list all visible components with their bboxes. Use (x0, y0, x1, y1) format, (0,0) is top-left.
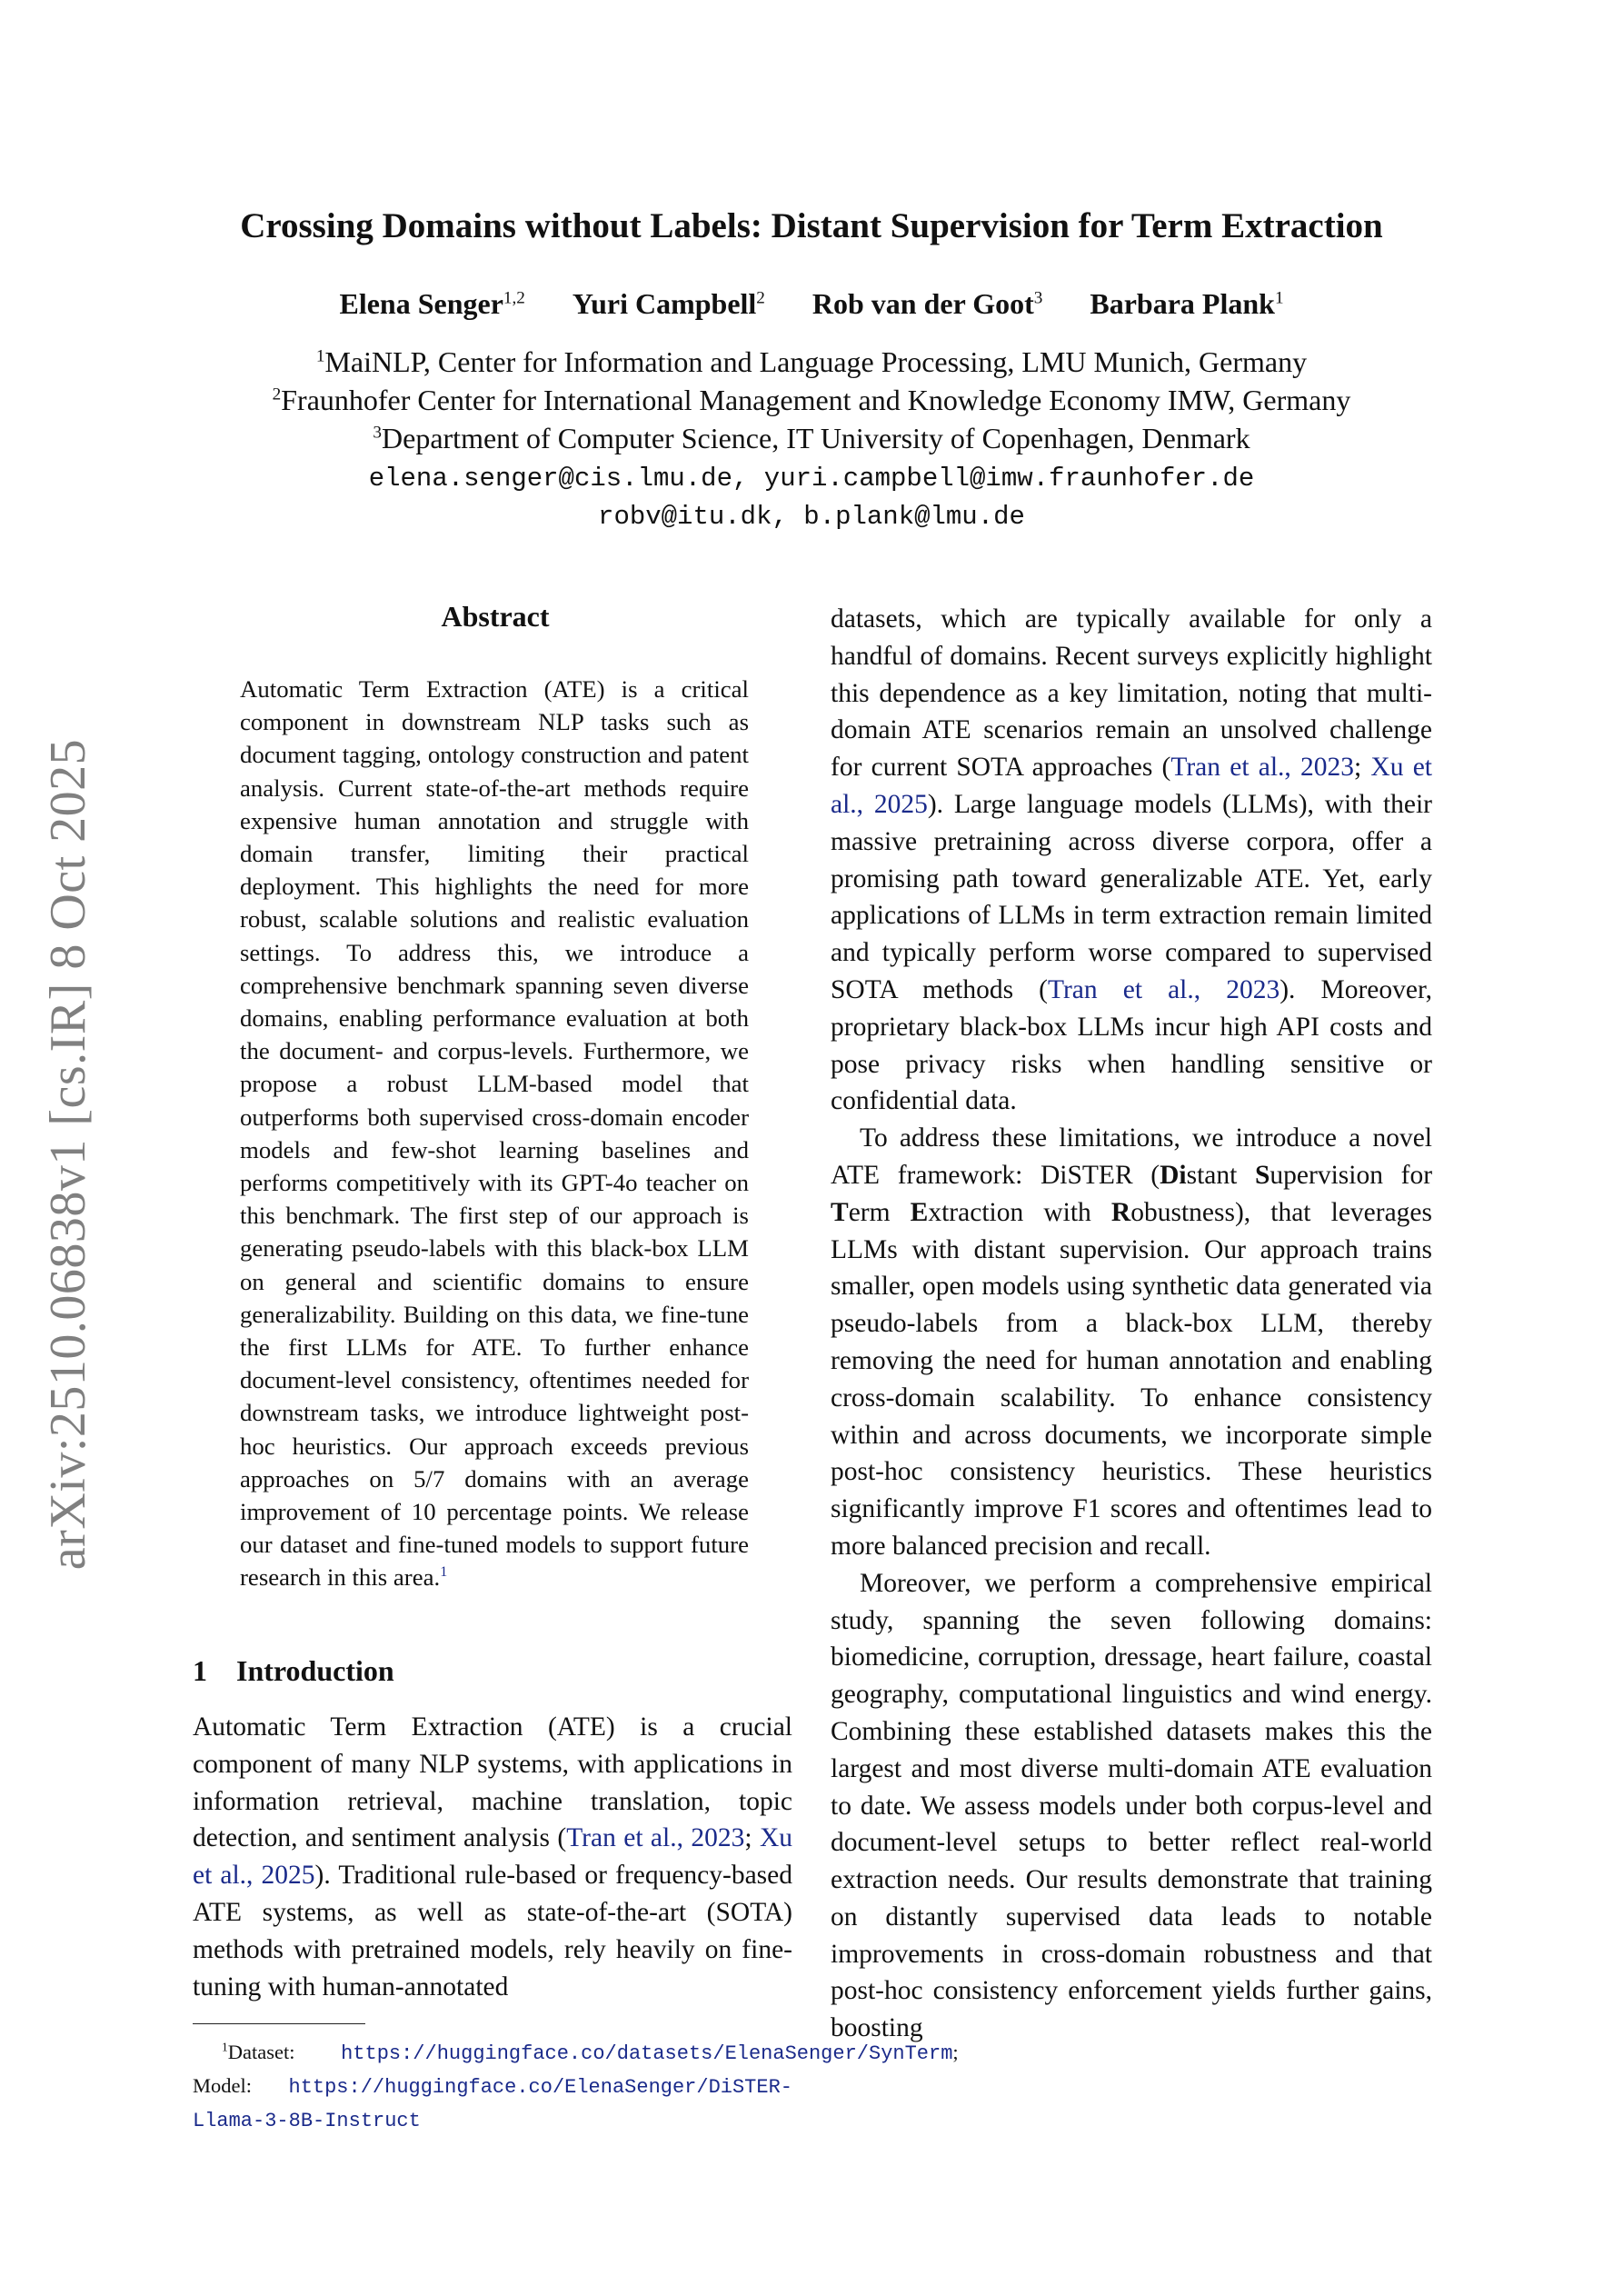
author-list (0, 287, 1623, 321)
author-emails[interactable]: robv@itu.dk, b.plank@lmu.de (598, 502, 1025, 532)
author: Yuri Campbell$^2$ (572, 287, 765, 320)
section-heading: 1 Introduction (193, 1654, 394, 1687)
footnote: $^1$Dataset: https://huggingface.co/datasets/ElenaSenger/SynTerm; Model: https://huggingface.co/ElenaSenger/DiSTER-Llama-3-8B-Instruct (193, 2040, 959, 2132)
arxiv-stamp (27, 691, 109, 1618)
author: Elena Senger$^{1,2}$ (339, 287, 525, 320)
author-emails[interactable]: elena.senger@cis.lmu.de, yuri.campbell@imw.fraunhofer.de (368, 464, 1255, 494)
affiliation: $^3$Department of Computer Science, IT University of Copenhagen, Denmark (373, 422, 1250, 454)
citation-link[interactable]: Tran et al., 2023 (1048, 974, 1280, 1004)
footnote-link[interactable]: 1 (440, 1564, 448, 1581)
paragraph: datasets, which are typically available for only a handful of domains. Recent surveys explicitly highlight this dependence as a key limitation, noting that multi-domain ATE scenarios remain an unsolved challenge for current SOTA approaches (Tran et al., 2023; Xu et al., 2025). Large language models (LLMs), with their massive pretraining across diverse corpora, offer a promising path toward generalizable ATE. Yet, early applications of LLMs in term extraction remain limited and typically perform worse compared to supervised SOTA methods (Tran et al., 2023). Moreover, proprietary black-box LLMs incur high API costs and pose privacy risks when handling sensitive or confidential data. (831, 604, 1433, 1116)
affiliation: $^1$MaiNLP, Center for Information and Language Processing, LMU Munich, Germany (315, 345, 1308, 378)
paper-title: Crossing Domains without Labels: Distant Supervision for Term Extraction (240, 206, 1383, 245)
abstract-heading: Abstract (441, 600, 550, 633)
citation-link[interactable]: Xu et al., 2025 (193, 1823, 792, 1891)
right-column (831, 601, 1432, 2047)
model-link[interactable]: https://huggingface.co/ElenaSenger/DiSTER-Llama-3-8B-Instruct (193, 2076, 792, 2132)
paragraph: To address these limitations, we introduce a novel ATE framework: DiSTER (Distant Supervision for Term Extraction with Robustness), that leverages LLMs with distant supervision. Our approach trains smaller, open models using synthetic data generated via pseudo-labels from a black-box LLM, thereby removing the need for human annotation and enabling cross-domain scalability. To enhance consistency within and across documents, we incorporate simple post-hoc consistency heuristics. These heuristics significantly improve F1 scores and oftentimes lead to more balanced precision and recall. (831, 1123, 1433, 1561)
intro-paragraph: Automatic Term Extraction (ATE) is a crucial component of many NLP systems, with applications in information retrieval, machine translation, topic detection, and sentiment analysis (Tran et al., 2023; Xu et al., 2025). Traditional rule-based or frequency-based ATE systems, as well as state-of-the-art (SOTA) methods with pretrained models, rely heavily on fine-tuning with human-annotated (193, 1712, 792, 2002)
citation-link[interactable]: Xu et al., 2025 (831, 753, 1432, 819)
citation-link[interactable]: Tran et al., 2023 (1170, 753, 1354, 783)
author: Rob van der Goot$^3$ (812, 287, 1043, 320)
paragraph: Moreover, we perform a comprehensive empirical study, spanning the seven following domains: biomedicine, corruption, dressage, heart failure, coastal geography, computational linguistics and wind energy. Combining these established datasets makes this the largest and most diverse multi-domain ATE evaluation to date. We assess models under both corpus-level and document-level setups to better reflect real-world extraction needs. Our results demonstrate that training on distantly supervised data leads to notable improvements in cross-domain robustness and that post-hoc consistency enforcement yields further gains, boosting (831, 1568, 1432, 2043)
abstract-body: Automatic Term Extraction (ATE) is a critical component in downstream NLP tasks such as document tagging, ontology construction and patent analysis. Current state-of-the-art methods require expensive human annotation and struggle with domain transfer, limiting their practical deployment. This highlights the need for more robust, scalable solutions and realistic evaluation settings. To address this, we introduce a comprehensive benchmark spanning seven diverse domains, enabling performance evaluation at both the document- and corpus-levels. Furthermore, we propose a robust LLM-based model that outperforms both supervised cross-domain encoder models and few-shot learning baselines and performs competitively with its GPT-4o teacher on this benchmark. The first step of our approach is generating pseudo-labels with this black-box LLM on general and scientific domains to ensure generalizability. Building on this data, we fine-tune the first LLMs for ATE. To further enhance document-level consistency, oftentimes needed for downstream tasks, we introduce lightweight post-hoc heuristics. Our approach exceeds previous approaches on 5/7 domains with an average improvement of 10 percentage points. We release our dataset and fine-tuned models to support future research in this area.$^1$ (240, 675, 749, 1592)
dataset-link[interactable]: https://huggingface.co/datasets/ElenaSenger/SynTerm (341, 2042, 953, 2065)
footnote-divider (193, 2023, 365, 2024)
affiliation: $^2$Fraunhofer Center for International Management and Knowledge Economy IMW, Germany (272, 384, 1351, 416)
citation-link[interactable]: Tran et al., 2023 (566, 1823, 745, 1853)
author: Barbara Plank$^1$ (1090, 287, 1284, 320)
arxiv-id: arXiv:2510.06838v1 [cs.IR] 8 Oct 2025 (40, 738, 96, 1571)
